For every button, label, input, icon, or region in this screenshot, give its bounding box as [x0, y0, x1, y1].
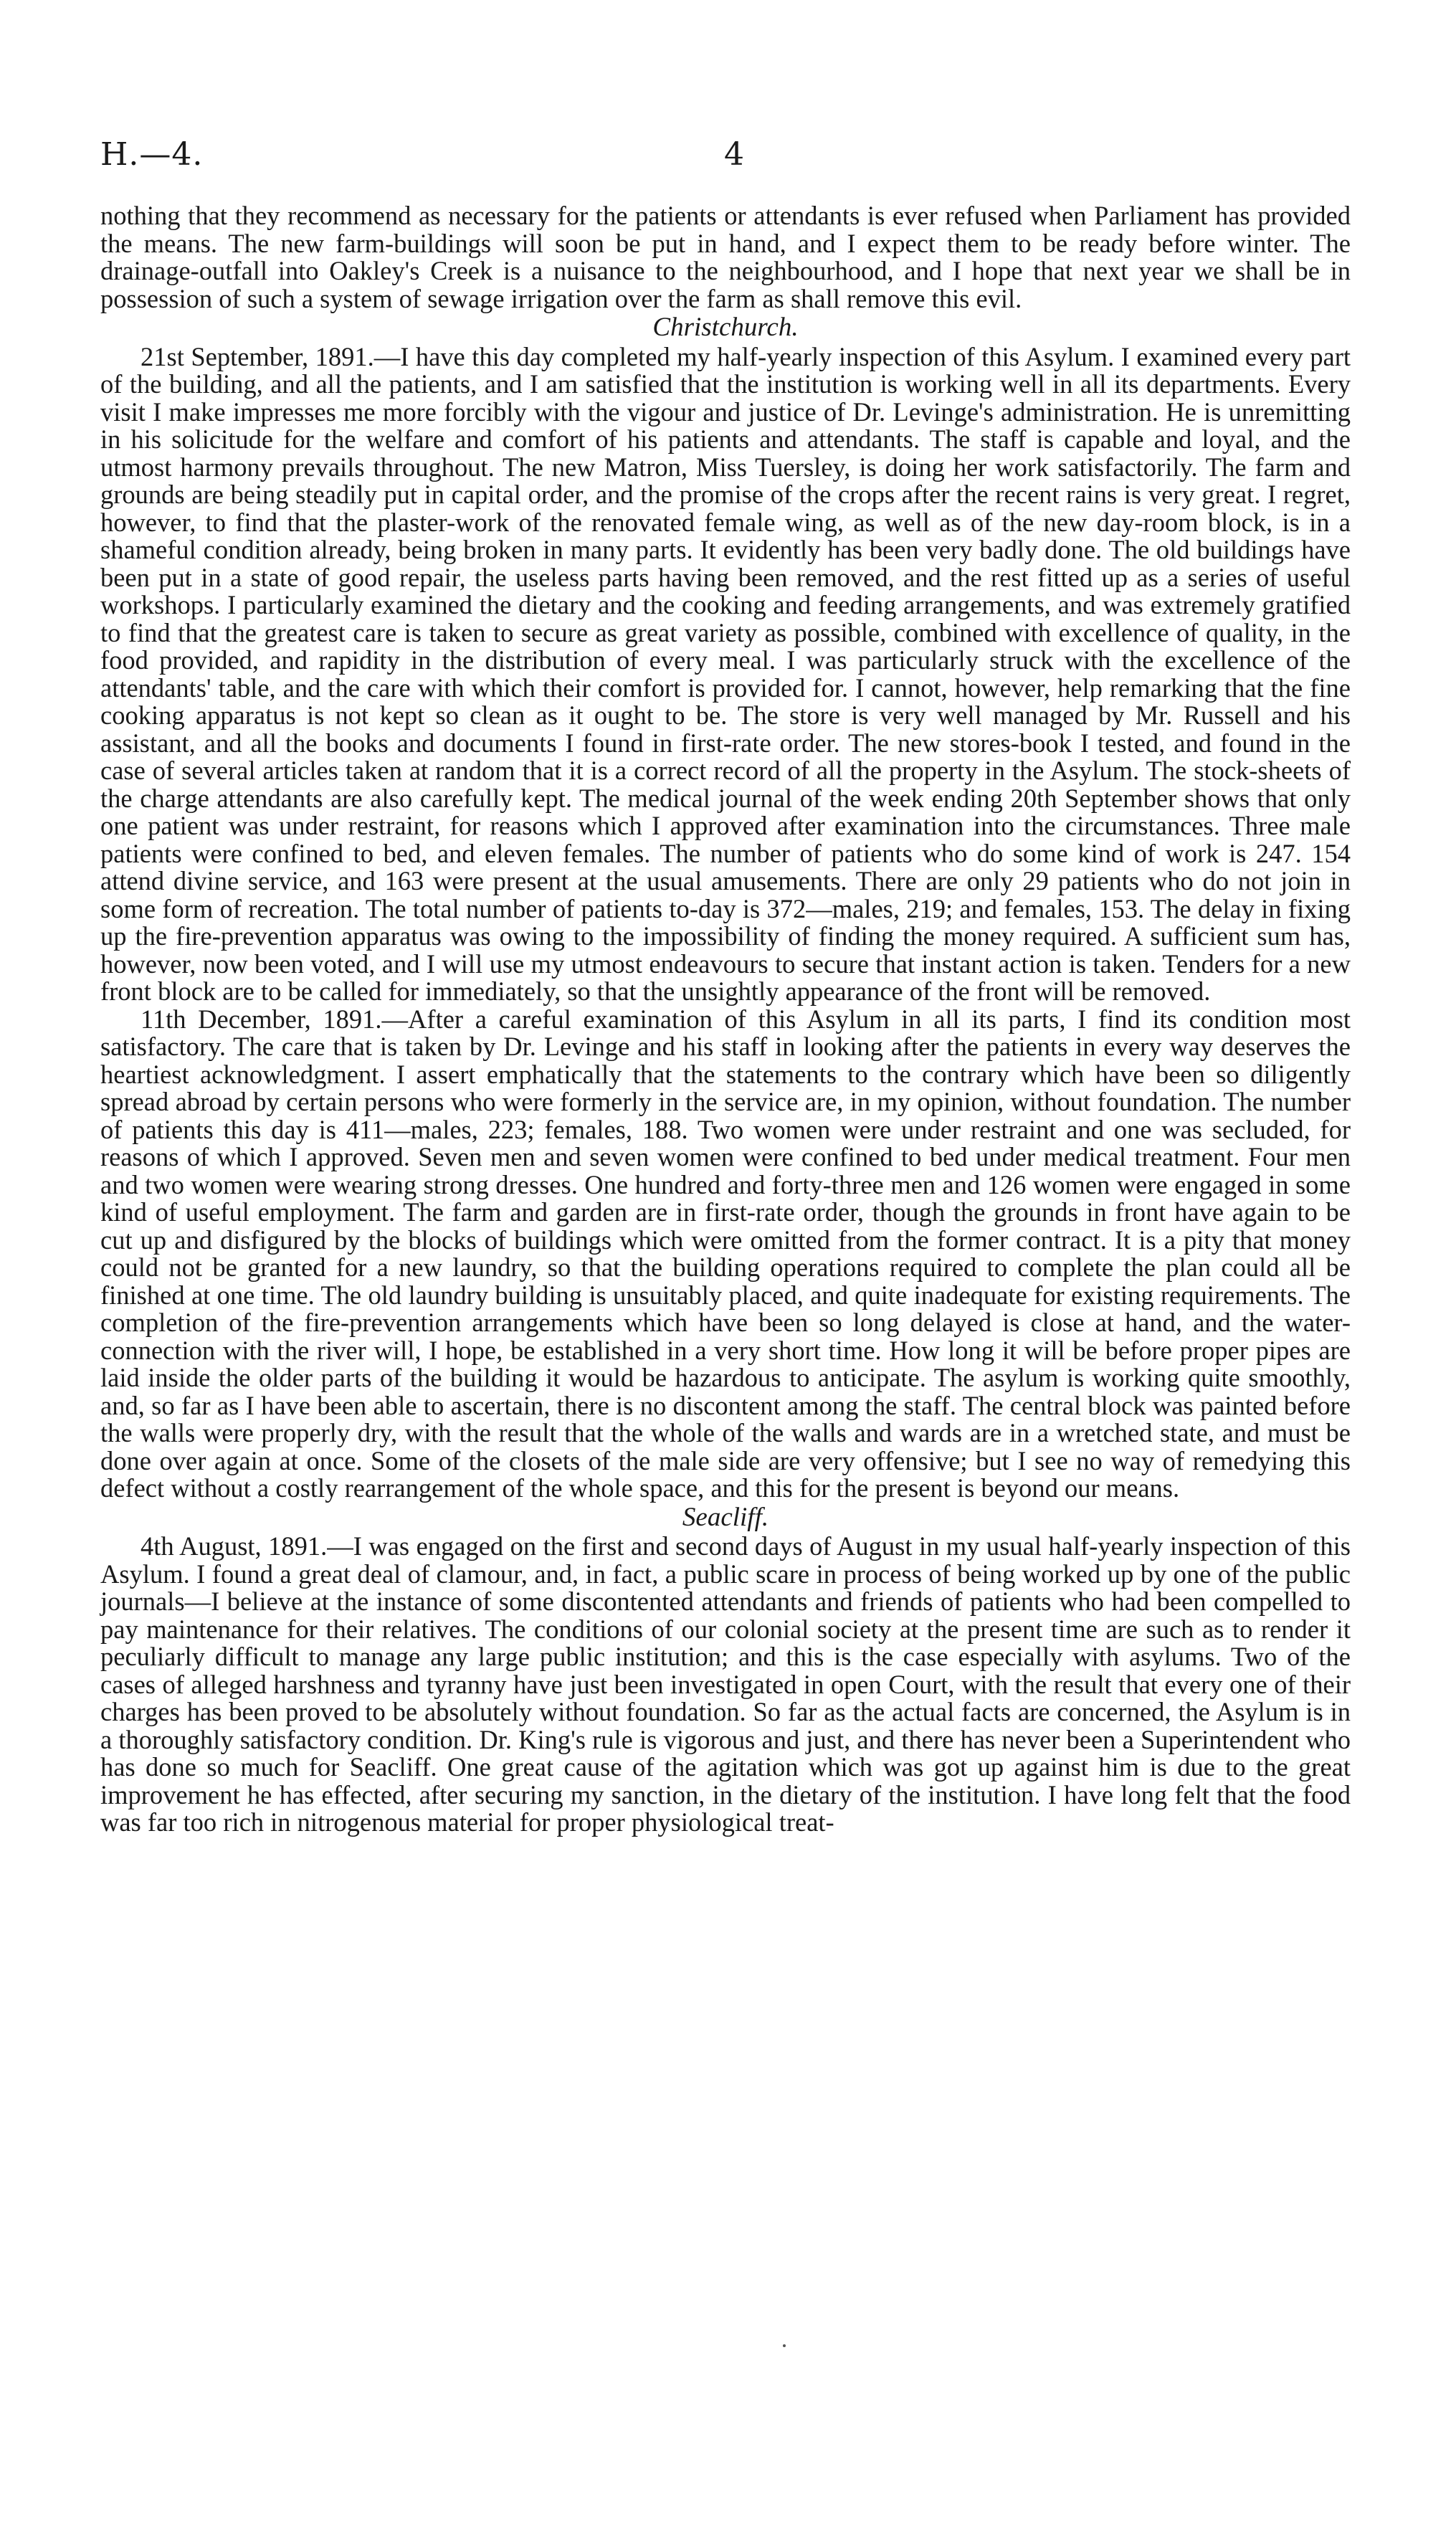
page-header — [100, 136, 1355, 179]
paragraph-christchurch-september: 21st September, 1891.—I have this day completed my half-yearly inspection of this Asylum. I examined every part of the building, and all the patients, and I am satisfied that the institution is working well in all its departments. Every visit I make impresses me more forcibly with the vigour and justice of Dr. Levinge's administration. He is unremitting in his solicitude for the welfare and comfort of his patients and attendants. The staff is capable and loyal, and the utmost harmony prevails throughout. The new Matron, Miss Tuersley, is doing her work satisfactorily. The farm and grounds are being steadily put in capital order, and the promise of the crops after the recent rains is very great. I regret, however, to find that the plaster-work of the renovated female wing, as well as of the new day-room block, is in a shameful condition already, being broken in many parts. It evidently has been very badly done. The old buildings have been put in a state of good repair, the useless parts having been removed, and the rest fitted up as a series of useful workshops. I particularly examined the dietary and the cooking and feeding arrangements, and was extremely gratified to find that the greatest care is taken to secure as great variety as possible, combined with excellence of quality, in the food provided, and rapidity in the distribution of every meal. I was particularly struck with the excellence of the attendants' table, and the care with which their comfort is provided for. I cannot, however, help remarking that the fine cooking apparatus is not kept so clean as it ought to be. The store is very well managed by Mr. Russell and his assistant, and all the books and documents I found in first-rate order. The new stores-book I tested, and found in the case of several articles taken at random that it is a correct record of all the property in the Asylum. The stock-sheets of the charge attendants are also carefully kept. The medical journal of the week ending 20th September shows that only one patient was under restraint, for reasons which I approved after examination into the circumstances. Three male patients were confined to bed, and eleven females. The number of patients who do some kind of work is 247. 154 attend divine service, and 163 were present at the usual amusements. There are only 29 patients who do not join in some form of recreation. The total number of patients to-day is 372—males, 219; and females, 153. The delay in fixing up the fire-prevention apparatus was owing to the impossibility of finding the money required. A sufficient sum has, however, now been voted, and I will use my utmost endeavours to secure that instant action is taken. Tenders for a new front block are to be called for immediately, so that the unsightly appearance of the front will be removed. — [100, 341, 1351, 1006]
paragraph-seacliff-august: 4th August, 1891.—I was engaged on the first and second days of August in my usual half-yearly inspection of this Asylum. I found a great deal of clamour, and, in fact, a public scare in process of being worked up by one of the public journals—I believe at the instance of some discontented attendants and friends of patients who had been compelled to pay maintenance for their relatives. The conditions of our colonial society at the present time are such as to render it peculiarly difficult to manage any large public institution; and this is the case especially with asylums. Two of the cases of alleged harshness and tyranny have just been investigated in open Court, with the result that every one of their charges has been proved to be absolutely without foundation. So far as the actual facts are concerned, the Asylum is in a thoroughly satisfactory condition. Dr. King's rule is vigorous and just, and there has never been a Superintendent who has done so much for Seacliff. One great cause of the agitation which was got up against him is due to the great improvement he has effected, after securing my sanction, in the dietary of the institution. I have long felt that the food was far too rich in nitrogenous material for proper physiological treat- — [100, 1531, 1351, 1837]
body-text — [100, 202, 1351, 1837]
print-speck — [783, 2344, 786, 2347]
document-reference: H.—4. — [100, 136, 204, 173]
section-heading-seacliff: Seacliff. — [682, 1502, 769, 1532]
section-heading-christchurch: Christchurch. — [652, 313, 799, 342]
paragraph-christchurch-december: 11th December, 1891.—After a careful examination of this Asylum in all its parts, I find its condition most satisfactory. The care that is taken by Dr. Levinge and his staff in looking after the patients in every way deserves the heartiest acknowledgment. I assert emphatically that the statements to the contrary which have been so diligently spread abroad by certain persons who were formerly in the service are, in my opinion, without foundation. The number of patients this day is 411—males, 223; females, 188. Two women were under restraint and one was secluded, for reasons of which I approved. Seven men and seven women were confined to bed under medical treatment. Four men and two women were wearing strong dresses. One hundred and forty-three men and 126 women were engaged in some kind of useful employment. The farm and garden are in first-rate order, though the grounds in front have again to be cut up and disfigured by the blocks of buildings which were omitted from the former contract. It is a pity that money could not be granted for a new laundry, so that the building operations required to complete the plan could all be finished at one time. The old laundry building is unsuitably placed, and quite inadequate for existing requirements. The completion of the fire-prevention arrangements which have been so long delayed is close at hand, and the water-connection with the river will, I hope, be established in a very short time. How long it will be before proper pipes are laid inside the older parts of the building it would be hazardous to anticipate. The asylum is working quite smoothly, and, so far as I have been able to ascertain, there is no discontent among the staff. The central block was painted before the walls were properly dry, with the result that the whole of the walls and wards are in a wretched state, and must be done over again at once. Some of the closets of the male side are very offensive; but I see no way of remedying this defect without a costly rearrangement of the whole space, and this for the present is beyond our means. — [100, 1004, 1351, 1503]
page-number: 4 — [724, 136, 744, 173]
paragraph-intro: nothing that they recommend as necessary for the patients or attendants is ever refused when Parliament has provided the means. The new farm-buildings will soon be put in hand, and I expect them to be ready before winter. The drainage-outfall into Oakley's Creek is a nuisance to the neighbourhood, and I hope that next year we shall be in possession of such a system of sewage irrigation over the farm as shall remove this evil. — [100, 201, 1351, 313]
